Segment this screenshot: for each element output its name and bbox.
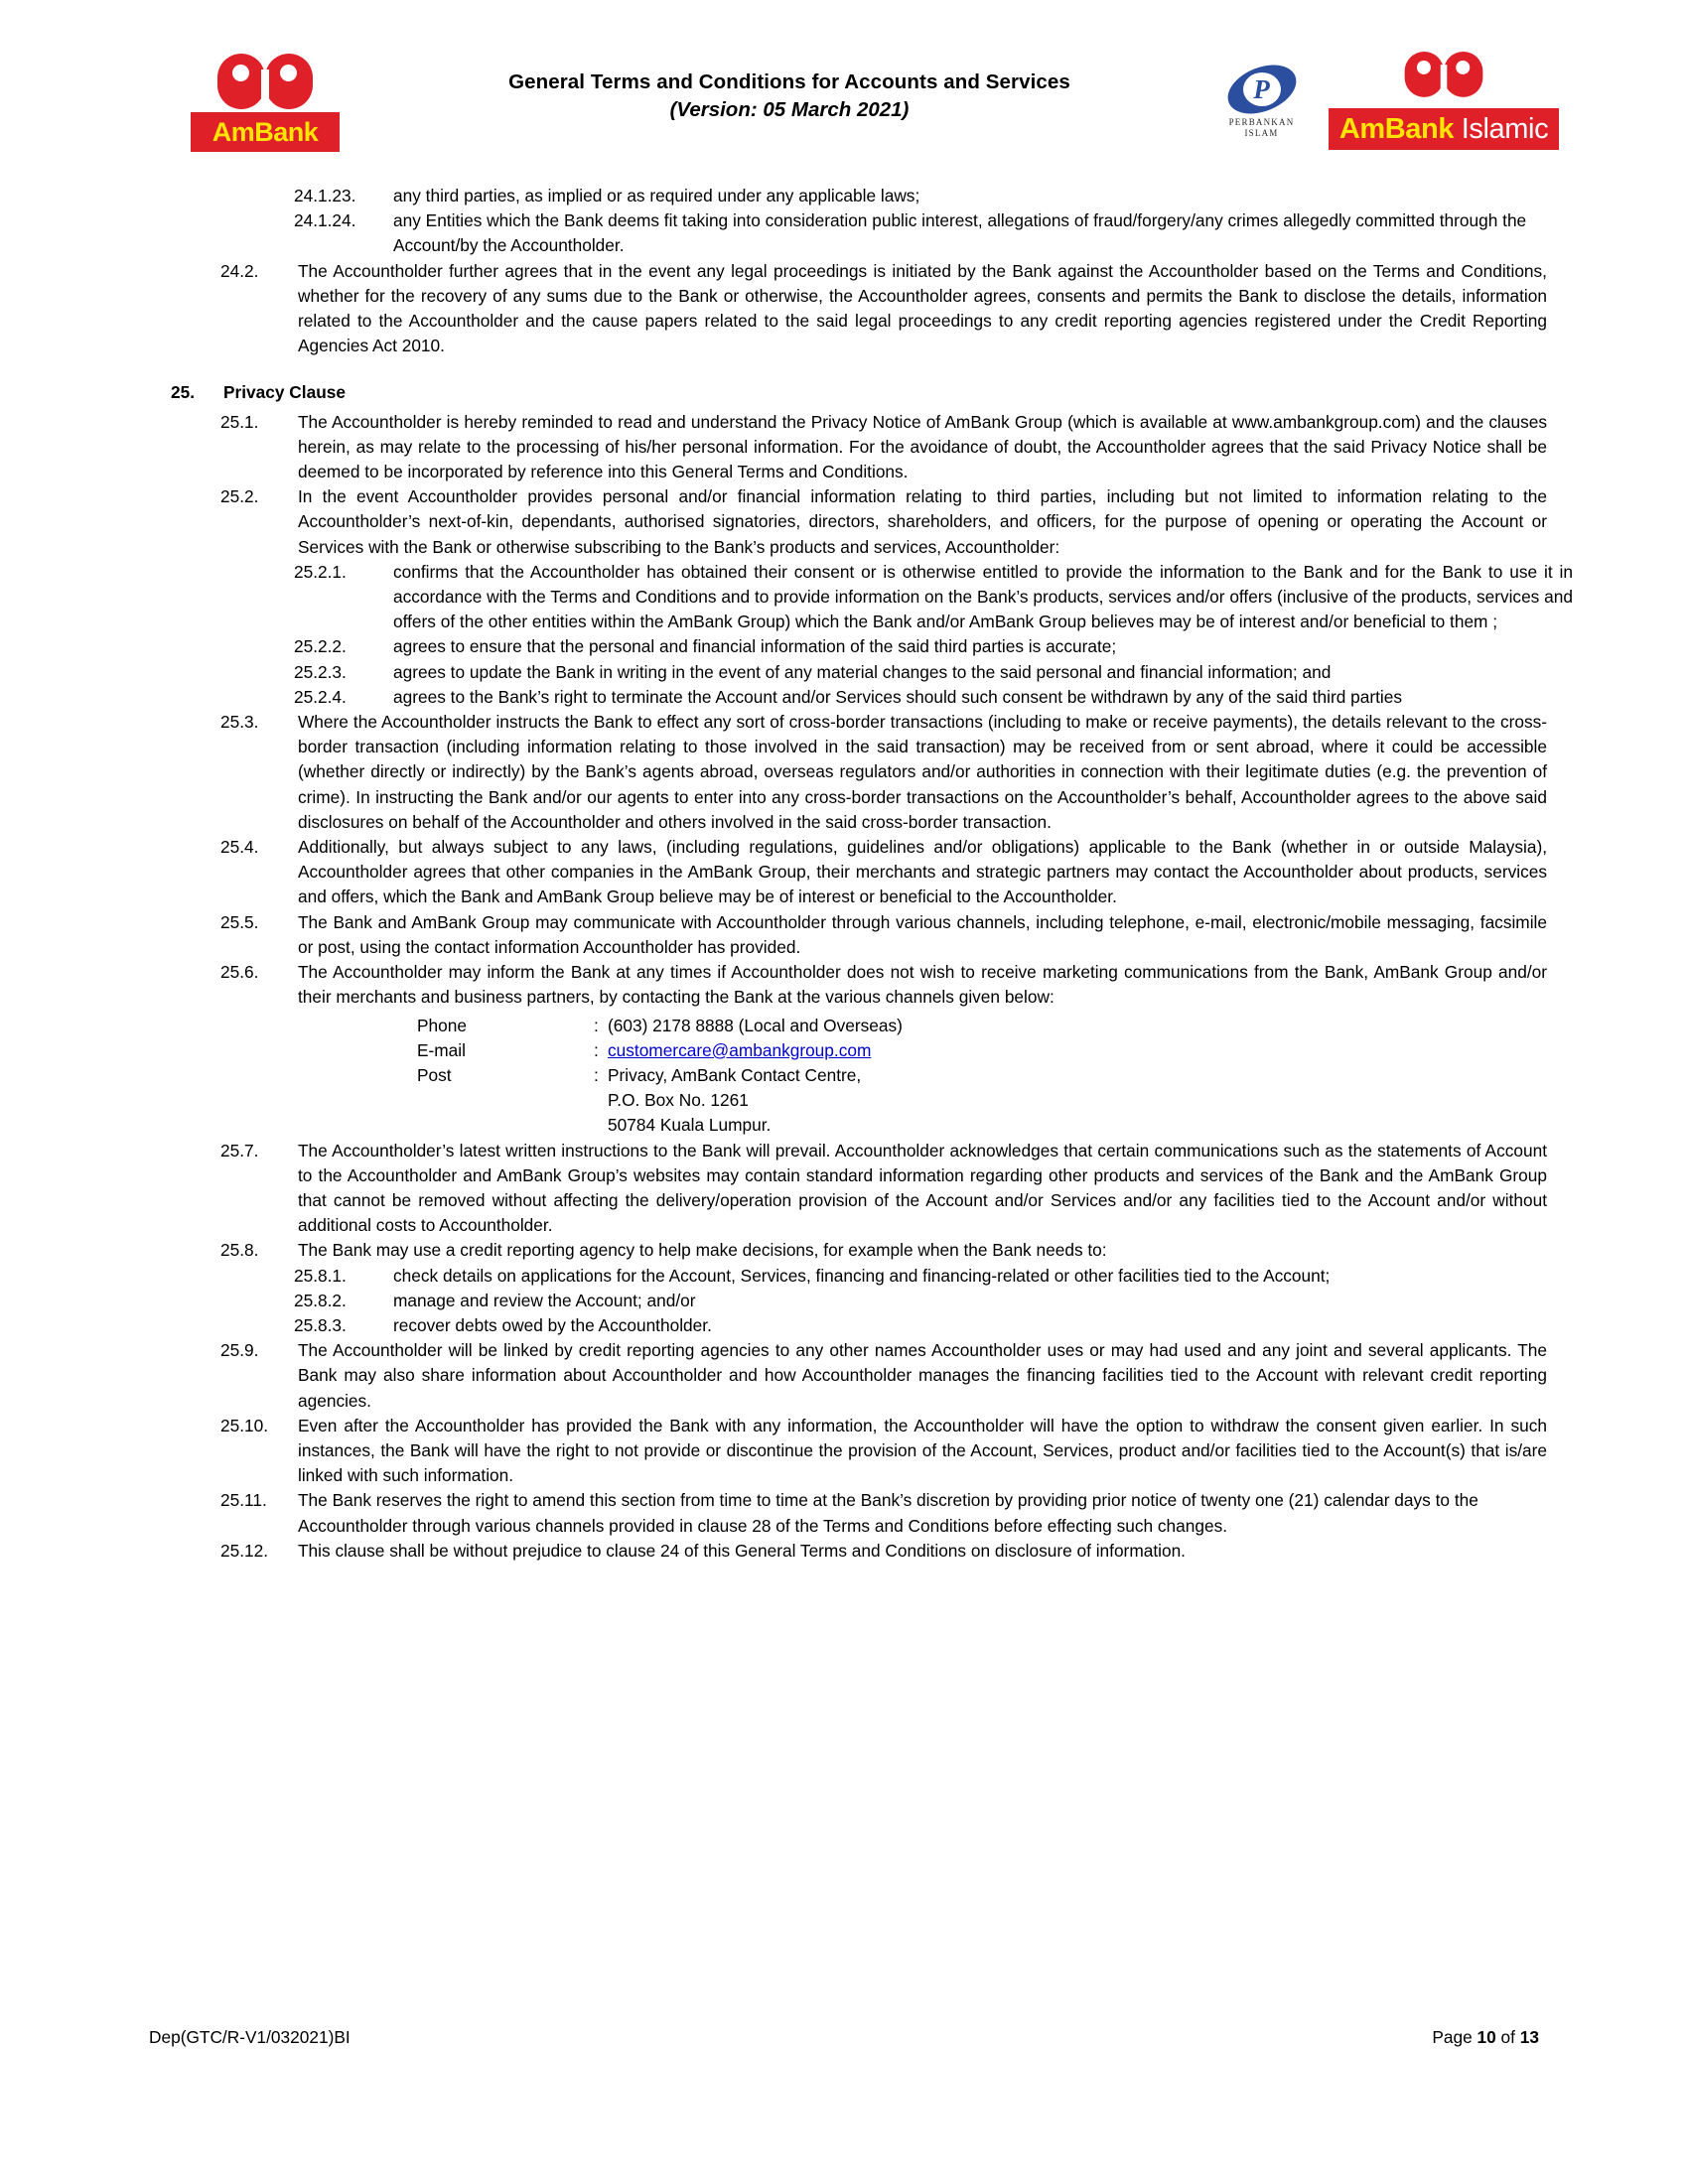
clause-number: 25.1. [220,411,259,432]
perbankan-islam-logo [1209,62,1314,139]
clause-item [0,380,1688,405]
contact-email-value-wrap [608,1038,1688,1063]
clause-text: check details on applications for the Account, Services, financing and financing-related or other facilities tied to the Account; [393,1265,1331,1286]
clause-item [0,410,1688,485]
clause-item [0,1264,1688,1289]
contact-email-separator: : [594,1039,599,1060]
contact-phone-value: (603) 2178 8888 (Local and Overseas) [608,1015,903,1035]
clause-item [0,1488,1688,1538]
ambank-logo [191,54,340,158]
clause-item [0,1139,1688,1239]
customercare-email-link[interactable]: customercare@ambankgroup.com [608,1039,872,1060]
clause-number: 25.2.3. [294,661,347,682]
contact-post-label: Post [417,1064,452,1085]
clause-number: 24.1.23. [294,186,356,205]
clause-item [0,1238,1688,1263]
clause-text: manage and review the Account; and/or [393,1290,696,1310]
clause-number: 25. [171,382,196,403]
footer-page-number [1432,2027,1539,2048]
perbankan-caption-line2: ISLAM [1244,128,1279,138]
clause-text: Privacy Clause [223,382,346,403]
contact-post-value [608,1063,1688,1139]
contact-post-line1: Privacy, AmBank Contact Centre, [608,1064,862,1085]
clause-number: 25.8. [220,1240,259,1261]
clause-number: 25.11. [220,1490,267,1511]
clause-text: agrees to the Bank’s right to terminate the Account and/or Services should such consent be withdrawn by any of the said third parties [393,686,1403,707]
clause-number: 25.4. [220,837,259,858]
clause-item [0,660,1688,685]
clause-item [0,1414,1688,1489]
contact-post-separator: : [594,1064,599,1085]
clause-number: 25.3. [220,712,259,733]
clause-item [0,184,1688,208]
clause-number: 24.2. [220,260,259,281]
clause-text: The Bank and AmBank Group may communicate with Accountholder through various channels, including telephone, e-mail, electronic/mobile messaging, facsimile or post, using the contact information Accountholder has provided. [298,911,1547,957]
document-title: General Terms and Conditions for Accounts and Services [508,70,1070,93]
clause-text: Even after the Accountholder has provided the Bank with any information, the Accountholder will have the option to withdraw the consent given earlier. In such instances, the Bank will have the right to not provide or discontinue the provision of the Account, Services, product and/or facilities tied to the Account(s) that is/are linked with such information. [298,1415,1547,1486]
clause-text: The Accountholder may inform the Bank at any times if Accountholder does not wish to receive marketing communications from the Bank, AmBank Group and/or their merchants and business partners, by contacting the Bank at the various channels given below: [298,962,1547,1008]
perbankan-seal-icon [1226,62,1298,117]
clause-text: The Accountholder is hereby reminded to read and understand the Privacy Notice of AmBank Group (which is available at www.ambankgroup.com) and the clauses herein, as may relate to the processing of his/her personal information. For the avoidance of doubt, the Accountholder agrees that the said Privacy Notice shall be deemed to be incorporated by reference into this General Terms and Conditions. [298,411,1547,482]
clause-text: any Entities which the Bank deems fit taking into consideration public interest, allegations of fraud/forgery/any crimes allegedly committed through the Account/by the Accountholder. [393,210,1527,256]
clause-item [0,1289,1688,1313]
contact-row-email [417,1038,1688,1063]
clause-item [0,710,1688,835]
clause-item [0,685,1688,710]
clause-item [0,634,1688,659]
header-title-block [377,69,1201,125]
ambank-wordmark: AmBank [191,112,340,152]
ambank-islamic-word-islamic: Islamic [1454,113,1549,145]
clause-number: 25.8.2. [294,1290,347,1310]
contact-phone-separator: : [594,1015,599,1035]
clause-item [0,484,1688,560]
clause-text: The Bank reserves the right to amend this section from time to time at the Bank’s discretion by providing prior notice of twenty one (21) calendar days to the Accountholder through various channels provided in clause 28 of the Terms and Conditions before effecting such changes. [298,1490,1478,1536]
clause-number: 25.8.1. [294,1265,347,1286]
clause-item [0,1313,1688,1338]
clause-text: The Accountholder further agrees that in the event any legal proceedings is initiated by the Bank against the Accountholder based on the Terms and Conditions, whether for the recovery of any sums due to the Bank or otherwise, the Accountholder agrees, consents and permits the Bank to disclose the details, information related to the Accountholder and the cause papers related to the said legal proceedings to any credit reporting agencies registered under the Credit Reporting Agencies Act 2010. [298,260,1547,356]
page-current-number: 10 [1477,2027,1496,2047]
clause-number: 25.2.2. [294,636,347,657]
contact-row-phone [417,1014,1688,1038]
contact-post-line2: P.O. Box No. 1261 [608,1090,749,1111]
contact-post-line3: 50784 Kuala Lumpur. [608,1115,772,1136]
clause-item [0,560,1688,635]
clause-text: Where the Accountholder instructs the Bank to effect any sort of cross-border transactions (including to make or receive payments), the details relevant to the cross-border transaction (including information relating to those involved in the said transaction) may be received from or sent abroad, where it could be accessible (whether directly or indirectly) by the Bank’s agents abroad, overseas regulators and/or authorities in connection with their legitimate duties (e.g. the prevention of crime). In instructing the Bank and/or our agents to enter into any cross-border transactions on the Accountholder’s behalf, Accountholder agrees to the above said disclosures on behalf of the Accountholder and others involved in the said cross-border transaction. [298,712,1547,832]
clause-text: This clause shall be without prejudice to clause 24 of this General Terms and Conditions on disclosure of information. [298,1540,1186,1561]
clause-number: 25.6. [220,962,259,983]
page-total-number: 13 [1519,2027,1539,2047]
clause-number: 25.10. [220,1415,269,1435]
perbankan-seal-glyph: P [1253,74,1270,104]
clause-text: agrees to update the Bank in writing in the event of any material changes to the said personal and financial information; and [393,661,1332,682]
contact-email-label: E-mail [417,1039,466,1060]
clause-item [0,835,1688,910]
ambank-islamic-wordmark [1329,108,1559,150]
clause-item [0,259,1688,359]
clause-text: The Bank may use a credit reporting agency to help make decisions, for example when the Bank needs to: [298,1240,1107,1261]
clause-text: recover debts owed by the Accountholder. [393,1314,712,1335]
clause-text: agrees to ensure that the personal and financial information of the said third parties is accurate; [393,636,1117,657]
clause-number: 25.9. [220,1340,259,1361]
clause-list [0,184,1688,1564]
clause-number: 25.2.4. [294,686,347,707]
clause-text: In the event Accountholder provides personal and/or financial information relating to third parties, including but not limited to information relating to the Accountholder’s next-of-kin, dependants, authorised signatories, directors, shareholders, and officers, for the purpose of opening or operating the Account or Services with the Bank or otherwise subscribing to the Bank’s products and services, Accountholder: [298,486,1547,557]
clause-number: 25.2.1. [294,561,347,582]
footer-document-reference: Dep(GTC/R-V1/032021)BI [149,2027,351,2047]
contact-row-post [417,1063,1688,1139]
contact-details-block [417,1014,1688,1139]
document-version: (Version: 05 March 2021) [669,98,910,121]
clause-text: confirms that the Accountholder has obtained their consent or is otherwise entitled to provide the information to the Bank and for the Bank to use it in accordance with the Terms and Conditions and to provide information on the Bank’s products, services and/or offers (inclusive of the products, services and offers of the other entities within the AmBank Group) which the Bank and/or AmBank Group believes may be of interest and/or beneficial to them ; [393,561,1573,632]
clause-text: The Accountholder’s latest written instructions to the Bank will prevail. Accountholder acknowledges that certain communications such as the statements of Account to the Accountholder and AmBank Group’s websites may contain standard information regarding other products and services of the Bank and the AmBank Group that cannot be removed without affecting the delivery/operation provision of the Account and/or Services and/or any facilities tied to the Account and/or without additional costs to Accountholder. [298,1140,1547,1236]
clause-text: any third parties, as implied or as required under any applicable laws; [393,186,920,205]
clause-number: 25.8.3. [294,1314,347,1335]
ambank-islamic-word-am: AmBank [1338,113,1455,145]
clause-number: 25.2. [220,486,259,507]
clause-number: 25.5. [220,911,259,932]
perbankan-caption-line1: PERBANKAN [1228,117,1295,127]
clause-text: Additionally, but always subject to any laws, (including regulations, guidelines and/or obligations) applicable to the Bank (whether in or outside Malaysia), Accountholder agrees that other companies in the AmBank Group, their merchants and strategic partners may contact the Accountholder about products, services and offers, which the Bank and AmBank Group believe may be of interest or beneficial to the Accountholder. [298,837,1547,907]
clause-item [0,910,1688,960]
clause-number: 25.12. [220,1540,269,1561]
page-mid-label: of [1495,2027,1520,2047]
page-prefix-label: Page [1432,2027,1477,2047]
clause-number: 25.7. [220,1140,259,1160]
contact-phone-label: Phone [417,1015,467,1035]
page-footer [149,2027,1539,2048]
ambank-islamic-logomark-icon [1405,52,1483,97]
ambank-logomark-icon [217,54,313,109]
clause-item [0,208,1688,258]
clause-number: 24.1.24. [294,210,356,231]
clause-text: The Accountholder will be linked by credit reporting agencies to any other names Accountholder uses or may had used and any joint and several applicants. The Bank may also share information about Accountholder and how Accountholder manages the financing facilities tied to the Account with relevant credit reporting agencies. [298,1340,1547,1411]
clause-item [0,960,1688,1010]
clause-item [0,1338,1688,1414]
page-header [0,48,1688,157]
clause-item [0,1539,1688,1564]
ambank-islamic-logo [1329,52,1559,161]
